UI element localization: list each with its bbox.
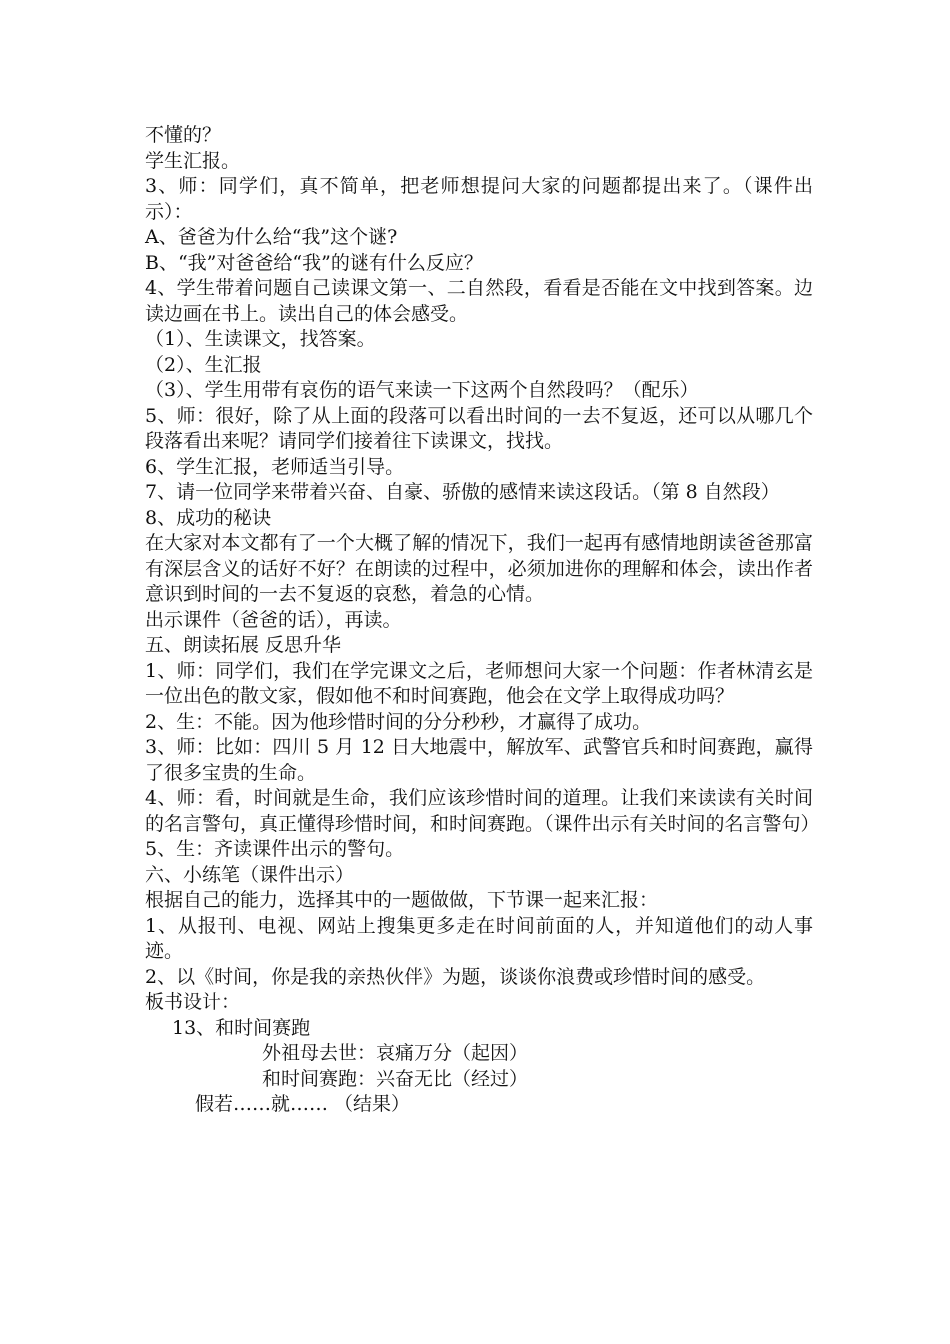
board-line-process: 和时间赛跑：兴奋无比（经过） — [262, 1067, 529, 1090]
paragraph: 1、师：同学们，我们在学完课文之后，老师想问大家一个问题：作者林清玄是一位出色的散文家，假如他不和时间赛跑，他会在文学上取得成功吗？ — [145, 659, 813, 707]
board-design-label: 板书设计： — [145, 991, 241, 1013]
paragraph: 3、师：比如：四川 5 月 12 日大地震中，解放军、武警官兵和时间赛跑，赢得了很多宝贵的生命。 — [145, 736, 813, 784]
paragraph: 学生汇报。 — [145, 149, 241, 172]
paragraph: 在大家对本文都有了一个大概了解的情况下，我们一起再有感情地朗读爸爸那富有深层含义的话好不好？在朗读的过程中，必须加进你的理解和体会，读出作者意识到时间的一去不复返的哀愁，着急的心情。 — [145, 532, 813, 605]
paragraph: 2、以《时间，你是我的亲热伙伴》为题，谈谈你浪费或珍惜时间的感受。 — [145, 965, 766, 988]
paragraph: 1、从报刊、电视、网站上搜集更多走在时间前面的人，并知道他们的动人事迹。 — [145, 914, 813, 962]
paragraph: 根据自己的能力，选择其中的一题做做，下节课一起来汇报： — [145, 889, 659, 911]
board-title: 13、和时间赛跑 — [172, 1016, 311, 1039]
paragraph: （2）、生汇报 — [145, 353, 262, 376]
paragraph: 4、师：看，时间就是生命，我们应该珍惜时间的道理。让我们来读读有关时间的名言警句，真正懂得珍惜时间，和时间赛跑。（课件出示有关时间的名言警句） — [145, 787, 820, 835]
board-line-result: 假若……就…… （结果） — [195, 1093, 411, 1115]
paragraph: 7、请一位同学来带着兴奋、自豪、骄傲的感情来读这段话。（第 8 自然段） — [145, 481, 780, 503]
paragraph: 不懂的？ — [145, 124, 222, 146]
paragraph: 4、学生带着问题自己读课文第一、二自然段，看看是否能在文中找到答案。边读边画在书上。读出自己的体会感受。 — [145, 277, 813, 325]
paragraph: 出示课件（爸爸的话），再读。 — [145, 608, 402, 631]
document-body — [145, 123, 820, 1118]
paragraph: 3、师：同学们，真不简单，把老师想提问大家的问题都提出来了。（课件出示）： — [145, 175, 813, 223]
board-line-cause: 外祖母去世：哀痛万分（起因） — [262, 1042, 529, 1064]
paragraph: 2、生：不能。因为他珍惜时间的分分秒秒，才赢得了成功。 — [145, 710, 652, 733]
paragraph: 6、学生汇报，老师适当引导。 — [145, 455, 405, 478]
paragraph: B、“我”对爸爸给“我”的谜有什么反应？ — [145, 251, 483, 274]
paragraph: 5、师：很好，除了从上面的段落可以看出时间的一去不复返，还可以从哪几个段落看出来呢？请同学们接着往下读课文，找找。 — [145, 404, 813, 452]
section-heading: 五、朗读拓展 反思升华 — [145, 634, 342, 656]
section-heading: 六、小练笔（课件出示） — [145, 863, 355, 886]
paragraph: A、爸爸为什么给“我”这个谜? — [145, 226, 398, 248]
paragraph: 8、成功的秘诀 — [145, 506, 272, 529]
paragraph: （3）、学生用带有哀伤的语气来读一下这两个自然段吗？（配乐） — [145, 379, 699, 401]
paragraph: 5、生：齐读课件出示的警句。 — [145, 838, 405, 860]
paragraph: （1）、生读课文，找答案。 — [145, 328, 376, 350]
